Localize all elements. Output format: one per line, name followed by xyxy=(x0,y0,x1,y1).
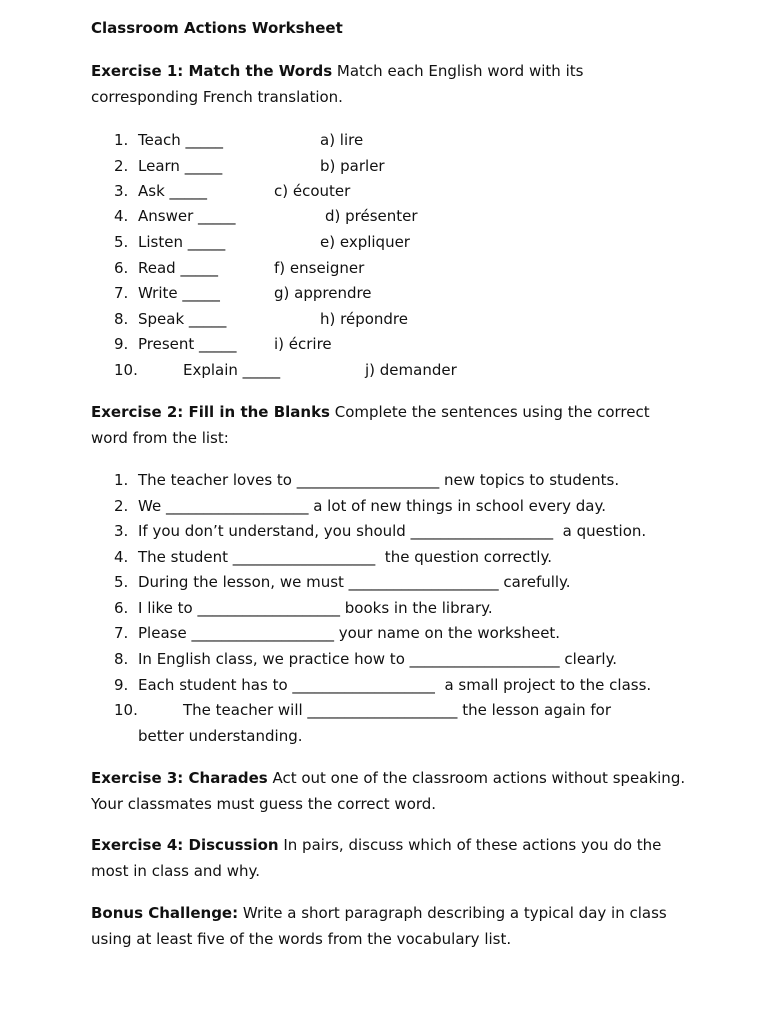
fill-blank-sentence: The teacher will ____________________ the lesson again for xyxy=(183,701,612,719)
list-item-number: 8. xyxy=(114,650,129,668)
exercise-4-instruction: In pairs, discuss which of these actions you do the most in class and why. xyxy=(91,836,662,880)
exercise-3-heading: Exercise 3: Charades xyxy=(91,769,268,787)
bonus-instruction: Write a short paragraph describing a typical day in class using at least five of the words from the vocabulary list. xyxy=(91,904,667,948)
exercise-2-instruction: Complete the sentences using the correct word from the list: xyxy=(91,403,650,447)
page-title: Classroom Actions Worksheet xyxy=(91,19,343,37)
exercise-1-intro xyxy=(91,58,691,110)
match-word: Present _____ xyxy=(138,335,237,353)
exercise-4-heading: Exercise 4: Discussion xyxy=(91,836,279,854)
list-item-number: 10. xyxy=(114,361,138,379)
match-word: Explain _____ xyxy=(183,361,281,379)
list-item-number: 10. xyxy=(114,701,138,719)
list-item-number: 4. xyxy=(114,207,129,225)
fill-blank-sentence: If you don’t understand, you should ___________________ a question. xyxy=(138,522,647,540)
list-item-number: 9. xyxy=(114,335,129,353)
exercise-1-heading: Exercise 1: Match the Words xyxy=(91,62,333,80)
match-word: Speak _____ xyxy=(138,310,227,328)
list-item-number: 1. xyxy=(114,131,129,149)
exercise-1-instruction: Match each English word with its corresponding French translation. xyxy=(91,62,584,106)
match-word: Read _____ xyxy=(138,259,218,277)
match-answer: e) expliquer xyxy=(320,233,410,251)
fill-blank-sentence: The student ___________________ the question correctly. xyxy=(138,548,552,566)
list-item-number: 7. xyxy=(114,284,129,302)
fill-blank-sentence-continuation: better understanding. xyxy=(138,727,303,745)
list-item-number: 3. xyxy=(114,522,129,540)
exercise-4 xyxy=(91,832,691,884)
fill-blank-sentence: Each student has to ___________________ a small project to the class. xyxy=(138,676,652,694)
list-item-number: 2. xyxy=(114,497,129,515)
list-item-number: 1. xyxy=(114,471,129,489)
match-answer: a) lire xyxy=(320,131,364,149)
match-word: Teach _____ xyxy=(138,131,224,149)
match-answer: j) demander xyxy=(365,361,457,379)
list-item-number: 2. xyxy=(114,157,129,175)
list-item-number: 8. xyxy=(114,310,129,328)
match-answer: g) apprendre xyxy=(274,284,372,302)
exercise-2-heading: Exercise 2: Fill in the Blanks xyxy=(91,403,330,421)
list-item-number: 6. xyxy=(114,599,129,617)
list-item-number: 6. xyxy=(114,259,129,277)
match-answer: f) enseigner xyxy=(274,259,365,277)
fill-blank-sentence: I like to ___________________ books in the library. xyxy=(138,599,493,617)
exercise-3 xyxy=(91,765,691,817)
list-item-number: 5. xyxy=(114,233,129,251)
match-word: Write _____ xyxy=(138,284,220,302)
match-word: Learn _____ xyxy=(138,157,223,175)
exercise-2-intro xyxy=(91,399,691,451)
match-answer: h) répondre xyxy=(320,310,408,328)
list-item-number: 3. xyxy=(114,182,129,200)
fill-blank-sentence: In English class, we practice how to ____________________ clearly. xyxy=(138,650,618,668)
match-word: Listen _____ xyxy=(138,233,226,251)
fill-blank-sentence: The teacher loves to ___________________ new topics to students. xyxy=(138,471,620,489)
list-item-number: 4. xyxy=(114,548,129,566)
bonus-challenge xyxy=(91,900,691,952)
fill-blank-sentence: During the lesson, we must ____________________ carefully. xyxy=(138,573,571,591)
match-answer: d) présenter xyxy=(325,207,418,225)
fill-blank-sentence: We ___________________ a lot of new things in school every day. xyxy=(138,497,607,515)
match-word: Answer _____ xyxy=(138,207,236,225)
match-answer: c) écouter xyxy=(274,182,351,200)
list-item-number: 5. xyxy=(114,573,129,591)
list-item-number: 7. xyxy=(114,624,129,642)
match-answer: b) parler xyxy=(320,157,385,175)
match-answer: i) écrire xyxy=(274,335,332,353)
bonus-heading: Bonus Challenge: xyxy=(91,904,239,922)
exercise-3-instruction: Act out one of the classroom actions without speaking. Your classmates must guess the correct word. xyxy=(91,769,686,813)
match-word: Ask _____ xyxy=(138,182,208,200)
list-item-number: 9. xyxy=(114,676,129,694)
fill-blank-sentence: Please ___________________ your name on the worksheet. xyxy=(138,624,561,642)
